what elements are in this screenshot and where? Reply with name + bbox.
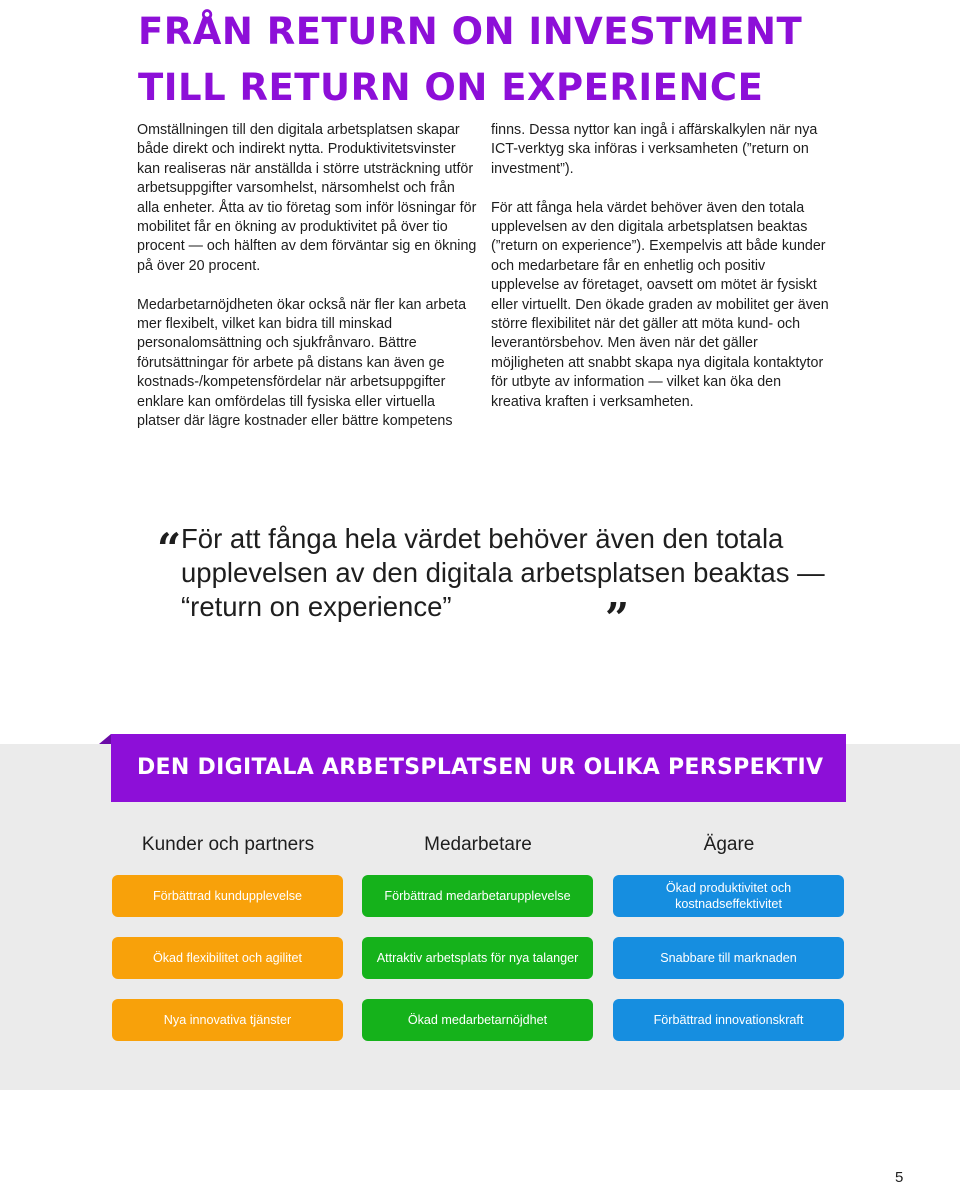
- column-heading-employees: Medarbetare: [424, 834, 532, 855]
- benefit-box: Förbättrad kundupplevelse: [112, 875, 343, 917]
- column-heading-customers: Kunder och partners: [141, 834, 315, 855]
- column-heading-owners: Ägare: [703, 834, 755, 855]
- body-column-left: [137, 121, 477, 451]
- benefit-box: Ökad produktivitet och kostnadseffektivitet: [613, 875, 844, 917]
- body-paragraph: Omställningen till den digitala arbetsplatsen skapar både direkt och indirekt nytta. Produktivitetsvinster kan realiseras när anställda i större utsträckning utför arbetsuppgifter varsomhelst, närsomhelst och från alla enheter. Åtta av tio företag som inför lösningar för mobilitet får en ökning av produktivitet på över tio procent — och hälften av dem förväntar sig en ökning på över 20 procent.: [137, 122, 477, 274]
- body-column-right: [491, 121, 831, 431]
- pull-quote: För att fånga hela värdet behöver även den totala upplevelsen av den digitala arbetsplatsen beaktas — “return on experience”: [181, 523, 825, 622]
- banner-fold: [99, 734, 111, 744]
- benefit-box: Ökad medarbetarnöjdhet: [362, 999, 593, 1041]
- close-quote-mark: ”: [605, 594, 630, 643]
- title-line-1: FRÅN RETURN ON INVESTMENT: [138, 10, 803, 53]
- open-quote-mark: “: [157, 524, 182, 573]
- benefit-box: Förbättrad medarbetarupplevelse: [362, 875, 593, 917]
- body-paragraph: Medarbetarnöjdheten ökar också när fler kan arbeta mer flexibelt, vilket kan bidra till minskad personalomsättning och sjukfrånvaro. Bättre förutsättningar för arbete på distans kan även ge kostnads-/kompetensfördelar när arbetsuppgifter enklare kan omfördelas till fysiska eller virtuella platser där lägre kostnader eller bättre kompetens: [137, 296, 467, 430]
- banner-heading: DEN DIGITALA ARBETSPLATSEN UR OLIKA PERSPEKTIV: [137, 755, 824, 780]
- body-paragraph: finns. Dessa nyttor kan ingå i affärskalkylen när nya ICT-verktyg ska införas i verksamheten (”return on investment”).: [491, 122, 818, 177]
- benefit-box: Snabbare till marknaden: [613, 937, 844, 979]
- title-line-2: TILL RETURN ON EXPERIENCE: [138, 66, 764, 109]
- body-paragraph: För att fånga hela värdet behöver även den totala upplevelsen av den digitala arbetsplatsen beaktas (”return on experience”). Exempelvis att både kunder och medarbetare får en enhetlig och positiv upplevelse av företaget, oavsett om mötet är fysiskt eller virtuellt. Den ökade graden av mobilitet ger även större flexibilitet när det gäller att möta kund- och leverantörsbehov. Men även när det gäller möjligheten att snabbt skapa nya digitala kontaktytor för utbyte av information — vilket kan öka den kreativa kraften i verksamheten.: [491, 199, 829, 410]
- page-number: 5: [895, 1169, 904, 1186]
- benefit-box: Attraktiv arbetsplats för nya talanger: [362, 937, 593, 979]
- benefit-box: Nya innovativa tjänster: [112, 999, 343, 1041]
- page-title: [138, 4, 918, 116]
- benefit-box: Ökad flexibilitet och agilitet: [112, 937, 343, 979]
- benefit-box: Förbättrad innovationskraft: [613, 999, 844, 1041]
